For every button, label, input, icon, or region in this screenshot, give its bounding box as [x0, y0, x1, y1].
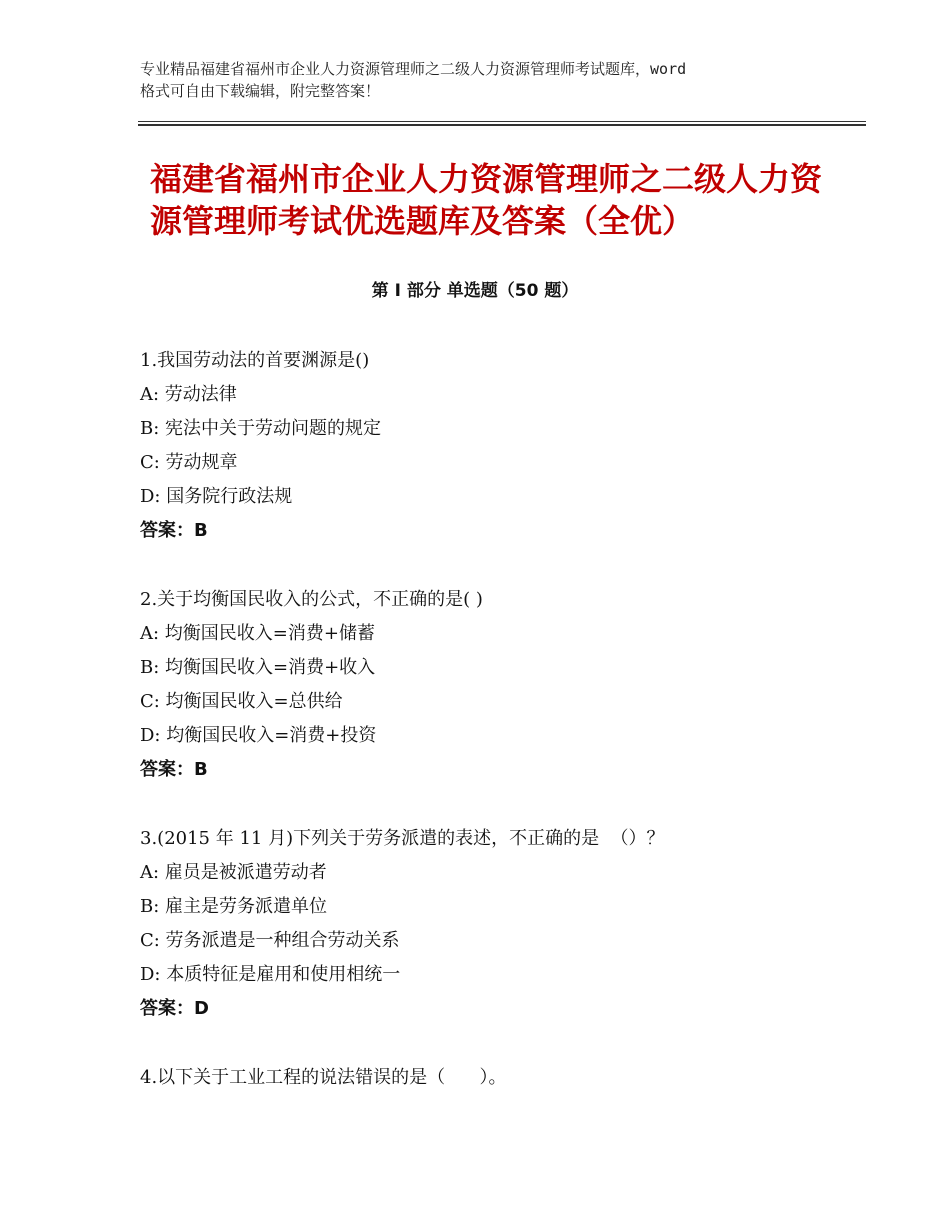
- option-d: D: 本质特征是雇用和使用相统一: [140, 964, 401, 985]
- question-item: [140, 583, 840, 787]
- option-b: B: 均衡国民收入=消费+收入: [140, 657, 376, 678]
- question-item: [140, 344, 840, 548]
- question-stem: 1.我国劳动法的首要渊源是(): [140, 350, 370, 371]
- option-c: C: 劳务派遣是一种组合劳动关系: [140, 930, 400, 951]
- question-stem: 2.关于均衡国民收入的公式，不正确的是( ): [140, 589, 483, 610]
- document-title: 福建省福州市企业人力资源管理师之二级人力资源管理师考试优选题库及答案（全优）: [150, 160, 823, 240]
- question-list: [140, 344, 840, 1130]
- option-d: D: 均衡国民收入=消费+投资: [140, 725, 377, 746]
- section-heading: 第 I 部分 单选题（50 题）: [371, 281, 579, 301]
- option-a: A: 均衡国民收入=消费+储蓄: [140, 623, 375, 644]
- question-stem: 4.以下关于工业工程的说法错误的是（ ）。: [140, 1067, 507, 1088]
- option-c: C: 劳动规章: [140, 452, 238, 473]
- question-item: [140, 822, 840, 1026]
- header-rule-bottom: [138, 124, 866, 126]
- option-a: A: 劳动法律: [140, 384, 237, 405]
- option-b: B: 雇主是劳务派遣单位: [140, 896, 328, 917]
- header-rule-top: [138, 121, 866, 122]
- option-a: A: 雇员是被派遣劳动者: [140, 862, 327, 883]
- answer-line: 答案：D: [140, 998, 209, 1019]
- question-item: [140, 1061, 840, 1095]
- answer-line: 答案：B: [140, 759, 208, 780]
- answer-line: 答案：B: [140, 520, 208, 541]
- header-note: 专业精品福建省福州市企业人力资源管理师之二级人力资源管理师考试题库，word 格式可自由下载编辑，附完整答案！: [140, 60, 687, 100]
- question-stem: 3.(2015 年 11 月)下列关于劳务派遣的表述，不正确的是 （）？: [140, 828, 665, 849]
- option-d: D: 国务院行政法规: [140, 486, 293, 507]
- option-b: B: 宪法中关于劳动问题的规定: [140, 418, 382, 439]
- option-c: C: 均衡国民收入=总供给: [140, 691, 343, 712]
